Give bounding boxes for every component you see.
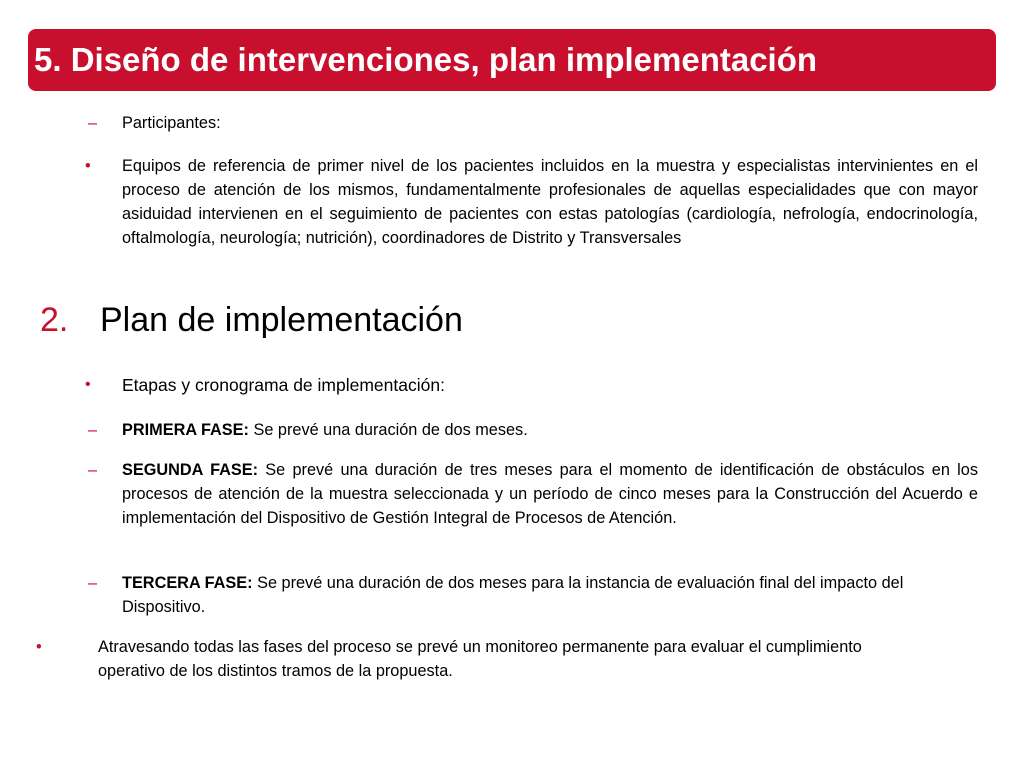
participants-label: Participantes: — [122, 114, 221, 132]
stages-text: Etapas y cronograma de implementación: — [122, 375, 445, 395]
dash-marker: – — [88, 574, 98, 592]
phase-text — [122, 571, 978, 619]
dash-marker: – — [88, 421, 98, 439]
section-number: 2. — [40, 301, 69, 339]
dash-marker: – — [88, 114, 98, 132]
phase-text — [122, 458, 978, 530]
participants-detail-item — [85, 154, 985, 276]
phase-item — [88, 571, 988, 623]
phase-name: TERCERA FASE: — [122, 574, 253, 592]
participants-item — [88, 111, 988, 137]
bullet-marker: • — [36, 638, 42, 656]
bullet-marker: • — [85, 157, 91, 175]
bullet-marker: • — [85, 376, 91, 393]
participants-detail-text: Equipos de referencia de primer nivel de los pacientes incluidos en la muestra y especialistas intervinientes en el proceso de atención de los mismos, fundamentalmente profesionales de aquellas especialidades que con mayor asiduidad intervienen en el seguimiento de pacientes con estas patologías (cardiología, nefrología, endocrinología, oftalmología, neurología; nutrición), coordinadores de Distrito y Transversales — [122, 157, 978, 247]
phase-description: Se prevé una duración de tres meses para el momento de identificación de obstáculos en los procesos de atención de la muestra seleccionada y un período de cinco meses para la Construcción del Acuerdo e implementación del Dispositivo de Gestión Integral de Procesos de Atención. — [122, 461, 978, 527]
stages-item — [85, 373, 985, 399]
phase-item — [88, 458, 988, 558]
phase-name: PRIMERA FASE: — [122, 421, 249, 439]
monitoring-item — [36, 635, 936, 687]
title-bar — [28, 29, 996, 91]
phase-name: SEGUNDA FASE: — [122, 461, 259, 479]
section-heading-text: Plan de implementación — [100, 301, 463, 339]
phase-description: Se prevé una duración de dos meses. — [248, 421, 528, 439]
dash-marker: – — [88, 461, 98, 479]
monitoring-text: Atravesando todas las fases del proceso se prevé un monitoreo permanente para evaluar el cumplimiento operativo de los distintos tramos de la propuesta. — [98, 638, 862, 680]
phase-text — [122, 418, 978, 442]
phase-item — [88, 418, 988, 444]
phase-description: Se prevé una duración de dos meses para la instancia de evaluación final del impacto del Dispositivo. — [122, 574, 904, 616]
slide-title: 5. Diseño de intervenciones, plan implementación — [34, 41, 818, 78]
section-heading — [40, 296, 463, 344]
